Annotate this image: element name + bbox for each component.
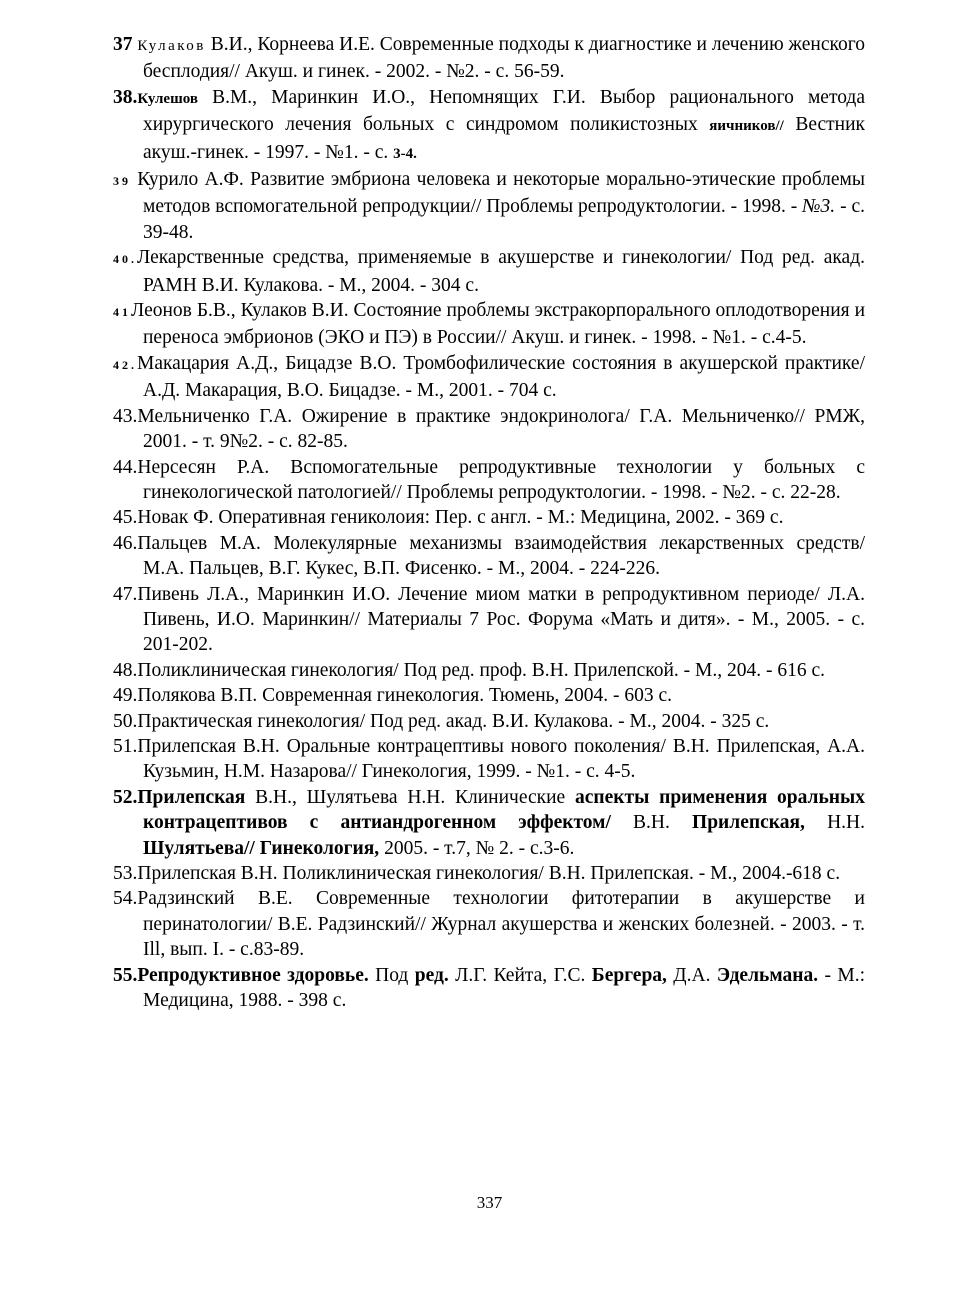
reference-51: [113, 734, 865, 785]
reference-number: 41: [113, 305, 131, 320]
reference-author: Прилепская: [137, 786, 246, 808]
reference-number: 48.: [113, 659, 138, 681]
reference-text-bold: яичников//: [709, 118, 784, 135]
reference-text-bold: Бергера,: [591, 964, 667, 986]
reference-text: В.М., Маринкин И.О., Непомнящих Г.И. Выбор рационального метода хирургического лечения больных с синдромом поликистозных: [143, 86, 865, 136]
reference-text: Д.А.: [666, 964, 717, 986]
reference-journal: Гинекология,: [259, 837, 380, 859]
reference-number: 40.: [113, 252, 137, 267]
reference-text: Леонов Б.В., Кулаков В.И. Состояние проблемы экстракорпорального оплодотворения и переноса эмбрионов (ЭКО и ПЭ) в России// Акуш. и гинек. - 1998. - №1. - с.4-5.: [131, 300, 865, 349]
reference-text: Н.Н.: [804, 812, 865, 834]
reference-list: [113, 32, 865, 1013]
reference-41: [113, 298, 865, 351]
reference-37: [113, 32, 865, 85]
reference-author: Кулаков: [137, 38, 206, 54]
reference-text: - М.: Медицина, 1988. - 398 с.: [143, 964, 866, 1012]
reference-text: Практическая гинекология/ Под ред. акад. В.И. Кулакова. - М., 2004. - 325 с.: [137, 710, 770, 732]
reference-title-bold: Репродуктивное здоровье.: [137, 964, 369, 986]
reference-text: В.Н.: [610, 812, 693, 834]
reference-text: Полякова В.П. Современная гинекология. Тюмень, 2004. - 603 с.: [137, 685, 673, 707]
reference-text: В.И., Корнеева И.Е. Современные подходы к диагностике и лечению женского бесплодия// Акуш. и гинек. - 2002. - №2. - с. 56-59.: [143, 34, 865, 83]
reference-number: 39: [113, 174, 131, 189]
reference-number: 53.: [113, 863, 138, 884]
reference-number: 52.: [113, 786, 138, 808]
reference-40: [113, 245, 865, 298]
reference-54: [113, 886, 865, 962]
reference-text: Курило А.Ф. Развитие эмбриона человека и некоторые морально-этические проблемы методов вспомогательной репродукции// Проблемы репродуктологии. - 1998. -: [131, 169, 865, 218]
reference-47: [113, 582, 865, 658]
reference-50: [113, 709, 865, 734]
reference-text: Мельниченко Г.А. Ожирение в практике эндокринолога/ Г.А. Мельниченко// РМЖ, 2001. - т. 9№2. - с. 82-85.: [137, 405, 865, 453]
reference-number: 44.: [113, 456, 138, 478]
reference-48: [113, 658, 865, 683]
reference-text-bold: Эдельмана.: [716, 964, 819, 986]
reference-text: Под: [368, 964, 415, 986]
reference-title-bold: аспекты применения оральных контрацептивов с антиандрогенном эффектом/: [143, 786, 865, 834]
reference-text: Нерсесян Р.А. Вспомогательные репродуктивные технологии у больных с гинекологической патологией// Проблемы репродуктологии. - 1998. - №2. - с. 22-28.: [137, 456, 865, 503]
reference-number: 37: [113, 34, 133, 55]
reference-text: Новак Ф. Оперативная гениколоия: Пер. с англ. - М.: Медицина, 2002. - 369 с.: [137, 507, 784, 529]
reference-text: Поликлиническая гинекология/ Под ред. проф. В.Н. Прилепской. - М., 204. - 616 с.: [137, 659, 826, 681]
reference-issue: №3.: [802, 196, 836, 218]
reference-text: Л.Г. Кейта, Г.С.: [448, 964, 592, 986]
reference-53: [113, 861, 865, 886]
reference-author: Кулешов: [137, 90, 198, 107]
reference-number: 42.: [113, 357, 137, 372]
reference-text: Пальцев М.А. Молекулярные механизмы взаимодействия лекарственных средств/ М.А. Пальцев, В.Г. Кукес, В.П. Фисенко. - М., 2004. - 224-226.: [137, 532, 865, 580]
reference-number: 43.: [113, 405, 138, 427]
reference-number: 51.: [113, 735, 138, 757]
reference-45: [113, 505, 865, 530]
reference-text-bold: Прилепская,: [692, 812, 805, 834]
reference-number: 50.: [113, 710, 138, 732]
reference-text: Макацария А.Д., Бицадзе В.О. Тромбофилические состояния в акушерской практике/ А.Д. Макарация, В.О. Бицадзе. - М., 2001. - 704 с.: [137, 352, 865, 402]
reference-text: Лекарственные средства, применяемые в акушерстве и гинекологии/ Под ред. акад. РАМН В.И. Кулакова. - М., 2004. - 304 с.: [137, 247, 865, 296]
reference-text: 2005. - т.7, № 2. - с.3-6.: [379, 837, 575, 859]
reference-39: [113, 167, 865, 245]
reference-pages: 3-4.: [393, 145, 417, 162]
reference-text: В.Н., Шулятьева Н.Н. Клинические: [245, 786, 575, 808]
reference-38: [113, 85, 865, 167]
reference-55: [113, 963, 865, 1014]
reference-text: Вестник акуш.-гинек. - 1997. - №1. - с.: [143, 114, 865, 163]
reference-text: Прилепская В.Н. Оральные контрацептивы нового поколения/ В.Н. Прилепская, А.А. Кузьмин, Н.М. Назарова// Гинекология, 1999. - №1. - с. 4-5.: [137, 735, 865, 783]
reference-text: Пивень Л.А., Маринкин И.О. Лечение миом матки в репродуктивном периоде/ Л.А. Пивень, И.О. Маринкин// Материалы 7 Рос. Форума «Мать и дитя». - М., 2005. - с. 201-202.: [137, 583, 865, 656]
reference-44: [113, 455, 865, 506]
page-number: 337: [476, 1193, 503, 1212]
reference-number: 47.: [113, 583, 138, 605]
reference-text: - с. 39-48.: [143, 196, 865, 243]
reference-text-bold: Шулятьева//: [143, 837, 255, 859]
reference-49: [113, 683, 865, 708]
reference-text: Радзинский В.Е. Современные технологии фитотерапии в акушерстве и перинатологии/ В.Е. Радзинский// Журнал акушерства и женских болезней. - 2003. - т. Ill, вып. I. - с.83-89.: [137, 888, 865, 961]
reference-42: [113, 351, 865, 404]
reference-46: [113, 531, 865, 582]
reference-text-bold: ред.: [414, 964, 449, 986]
reference-number: 38.: [113, 86, 138, 108]
reference-text: Прилепская В.Н. Поликлиническая гинекология/ В.Н. Прилепская. - М., 2004.-618 с.: [137, 863, 841, 884]
reference-number: 55.: [113, 964, 138, 986]
reference-43: [113, 404, 865, 455]
reference-number: 45.: [113, 507, 138, 529]
reference-52: [113, 785, 865, 861]
reference-number: 46.: [113, 532, 138, 554]
reference-number: 49.: [113, 685, 138, 707]
reference-number: 54.: [113, 888, 138, 910]
